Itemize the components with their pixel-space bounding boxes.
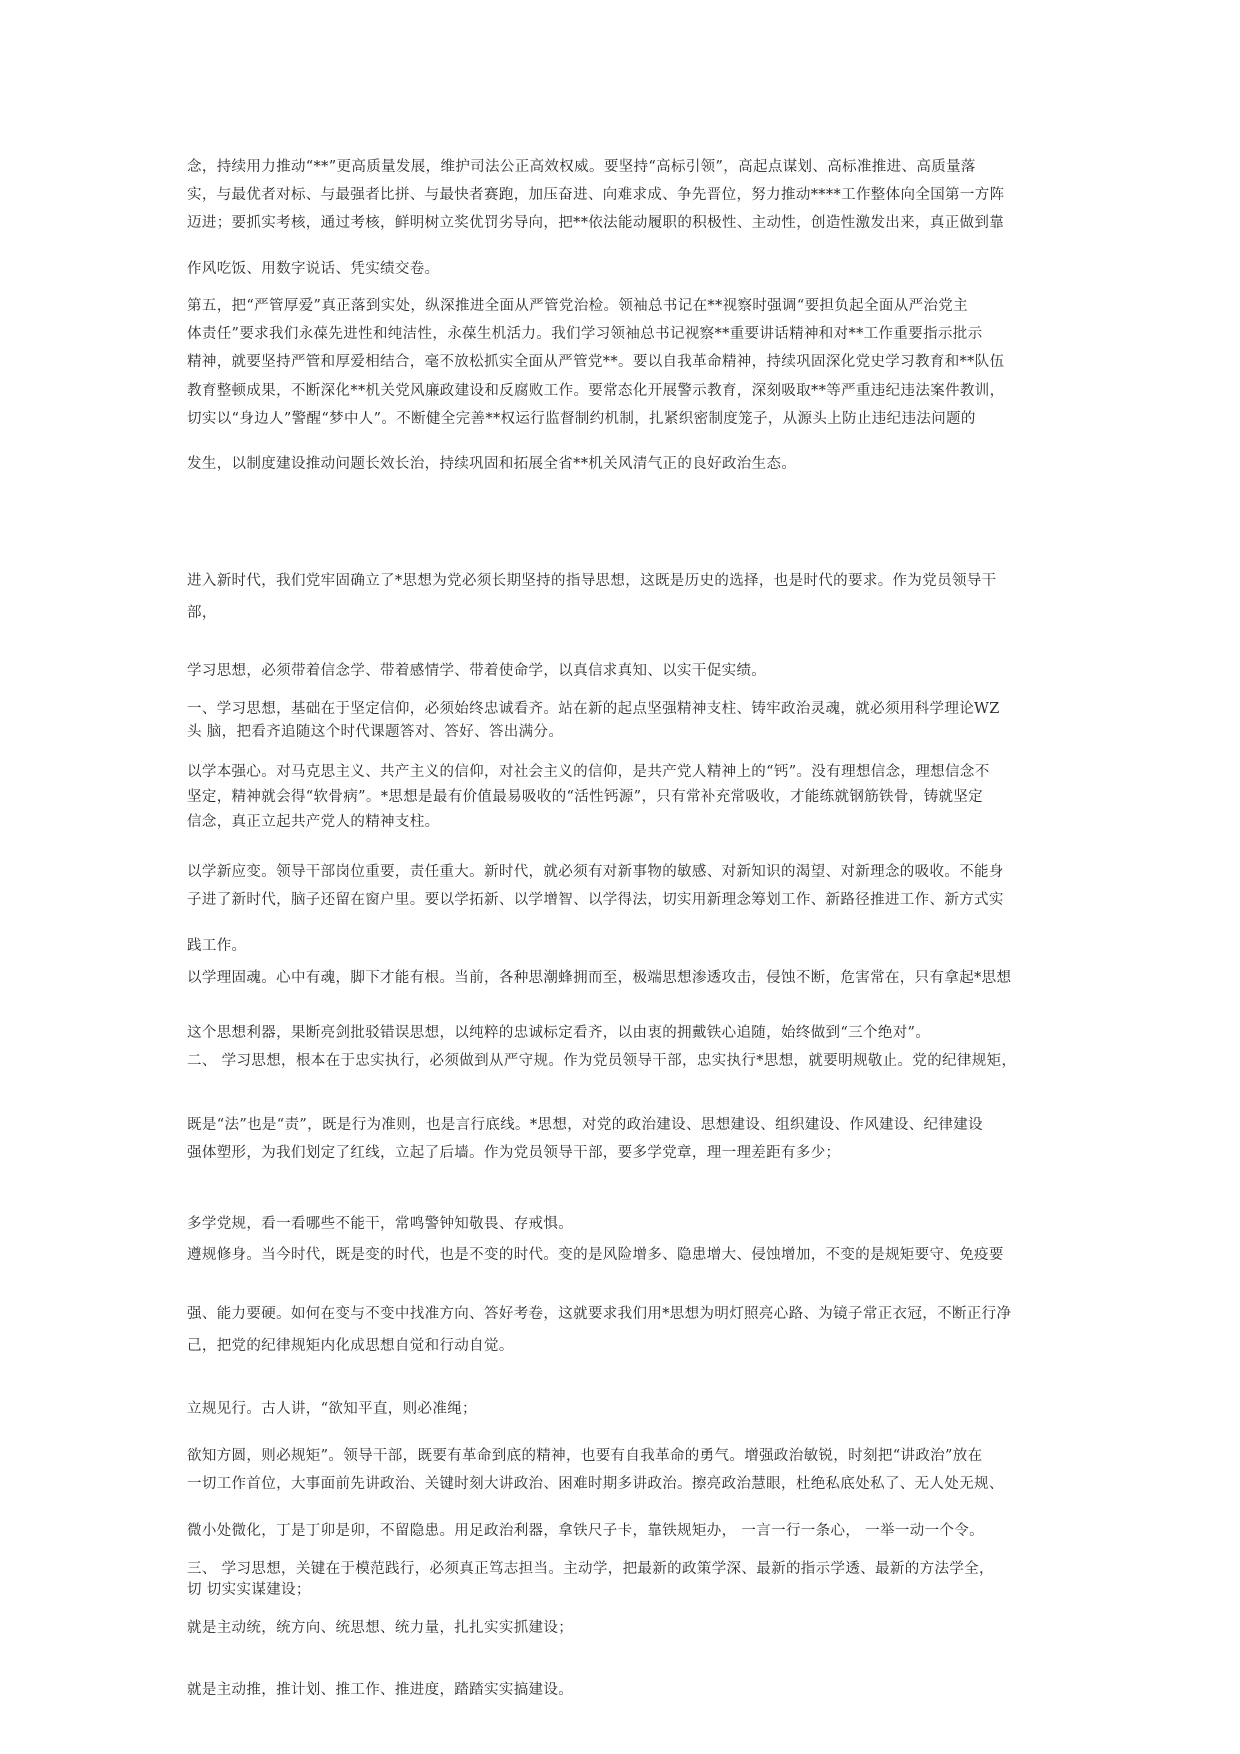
text-line: 这个思想利器，果断亮剑批驳错误思想，以纯粹的忠诚标定看齐，以由衷的拥戴铁心追随，始终做到“三个绝对”。 [187,1025,931,1041]
text-line: 头 脑，把看齐追随这个时代课题答对、答好、答出满分。 [187,724,564,740]
text-line: 就是主动推，推计划、推工作、推进度，踏踏实实搞建设。 [187,1682,574,1698]
text-line: 遵规修身。当今时代，既是变的时代，也是不变的时代。变的是风险增多、隐患增大、侵蚀增加，不变的是规矩要守、免疫要 [187,1247,1004,1263]
text-line: 就是主动统，统方向、统思想、统力量，扎扎实实抓建设； [187,1620,574,1636]
text-line: 一、学习思想，基础在于坚定信仰，必须始终忠诚看齐。站在新的起点坚强精神支柱、铸牢政治灵魂，就必须用科学理论WZ [187,701,1000,717]
text-line: 二、 学习思想，根本在于忠实执行，必须做到从严守规。作为党员领导干部，忠实执行*思想，就要明规敬止。党的纪律规矩， [187,1053,1017,1069]
text-line: 多学党规，看一看哪些不能干，常鸣警钟知敬畏、存戒惧。 [187,1216,574,1232]
text-line: 发生，以制度建设推动问题长效长治，持续巩固和拓展全省**机关风清气正的良好政治生态。 [187,456,797,472]
text-line: 精神，就要坚持严管和厚爱相结合，毫不放松抓实全面从严管党**。要以自我革命精神，持续巩固深化党史学习教育和**队伍 [187,354,1005,370]
text-line: 体责任”要求我们永葆先进性和纯洁性，永葆生机活力。我们学习领袖总书记视察**重要讲话精神和对**工作重要指示批示 [187,326,983,342]
text-line: 迈进；要抓实考核，通过考核，鲜明树立奖优罚劣导向，把**依法能动履职的积极性、主动性，创造性激发出来，真正做到靠 [187,215,1005,231]
text-line: 信念，真正立起共产党人的精神支柱。 [187,814,440,830]
text-line: 己，把党的纪律规矩内化成思想自觉和行动自觉。 [187,1338,514,1354]
text-line: 进入新时代，我们党牢固确立了*思想为党必须长期坚持的指导思想，这既是历史的选择，也是时代的要求。作为党员领导干 [187,573,997,589]
text-line: 以学新应变。领导干部岗位重要，责任重大。新时代，就必须有对新事物的敏感、对新知识的渴望、对新理念的吸收。不能身 [187,864,1004,880]
text-line: 教育整顿成果，不断深化**机关党风廉政建设和反腐败工作。要常态化开展警示教育，深刻吸取**等严重违纪违法案件教训， [187,383,1005,399]
text-line: 以学本强心。对马克思主义、共产主义的信仰，对社会主义的信仰，是共产党人精神上的“钙”。没有理想信念，理想信念不 [187,764,990,780]
text-line: 子进了新时代，脑子还留在窗户里。要以学拓新、以学增智、以学得法，切实用新理念筹划工作、新路径推进工作、新方式实 [187,892,1004,908]
text-line: 作风吃饭、用数字说话、凭实绩交卷。 [187,261,440,277]
text-line: 部， [187,605,217,621]
text-line: 切 切实实谋建设； [187,1582,311,1598]
text-line: 立规见行。古人讲，“欲知平直，则必准绳； [187,1401,477,1417]
text-line: 既是“法”也是“责”，既是行为准则，也是言行底线。*思想，对党的政治建设、思想建设、组织建设、作风建设、纪律建设 [187,1117,983,1133]
text-line: 微小处微化，丁是丁卯是卯，不留隐患。用足政治利器，拿铁尺子卡，靠铁规矩办， 一言一行一条心， 一举一动一个令。 [187,1523,984,1539]
text-line: 一切工作首位，大事面前先讲政治、关键时刻大讲政治、困难时期多讲政治。擦亮政治慧眼，杜绝私底处私了、无人处无规、 [187,1476,1004,1492]
text-line: 以学理固魂。心中有魂，脚下才能有根。当前，各种思潮蜂拥而至，极端思想渗透攻击，侵蚀不断，危害常在，只有拿起*思想 [187,970,1012,986]
text-line: 第五，把“严管厚爱”真正落到实处，纵深推进全面从严管党治检。领袖总书记在**视察时强调“要担负起全面从严治党主 [187,298,968,314]
text-line: 三、 学习思想，关键在于模范践行，必须真正笃志担当。主动学，把最新的政策学深、最新的指示学透、最新的方法学全， [187,1561,994,1577]
text-line: 强体塑形，为我们划定了红线，立起了后墙。作为党员领导干部，要多学党章，理一理差距有多少； [187,1145,841,1161]
text-line: 念，持续用力推动“**”更高质量发展，维护司法公正高效权威。要坚持“高标引领”，高起点谋划、高标准推进、高质量落 [187,159,976,175]
text-line: 坚定，精神就会得“软骨病”。*思想是最有价值最易吸收的“活性钙源”，只有常补充常吸收，才能练就钢筋铁骨，铸就坚定 [187,789,983,805]
text-line: 践工作。 [187,938,247,954]
text-line: 实，与最优者对标、与最强者比拼、与最快者赛跑，加压奋进、向难求成、争先晋位，努力推动****工作整体向全国第一方阵 [187,187,1005,203]
text-line: 切实以“身边人”警醒“梦中人”。不断健全完善**权运行监督制约机制，扎紧织密制度笼子，从源头上防止违纪违法问题的 [187,411,976,427]
text-line: 学习思想，必须带着信念学、带着感情学、带着使命学，以真信求真知、以实干促实绩。 [187,663,767,679]
text-line: 欲知方圆，则必规矩”。领导干部，既要有革命到底的精神，也要有自我革命的勇气。增强政治敏锐，时刻把“讲政治”放在 [187,1448,983,1464]
text-line: 强、能力要硬。如何在变与不变中找准方向、答好考卷，这就要求我们用*思想为明灯照亮心路、为镜子常正衣冠，不断正行净 [187,1306,1012,1322]
